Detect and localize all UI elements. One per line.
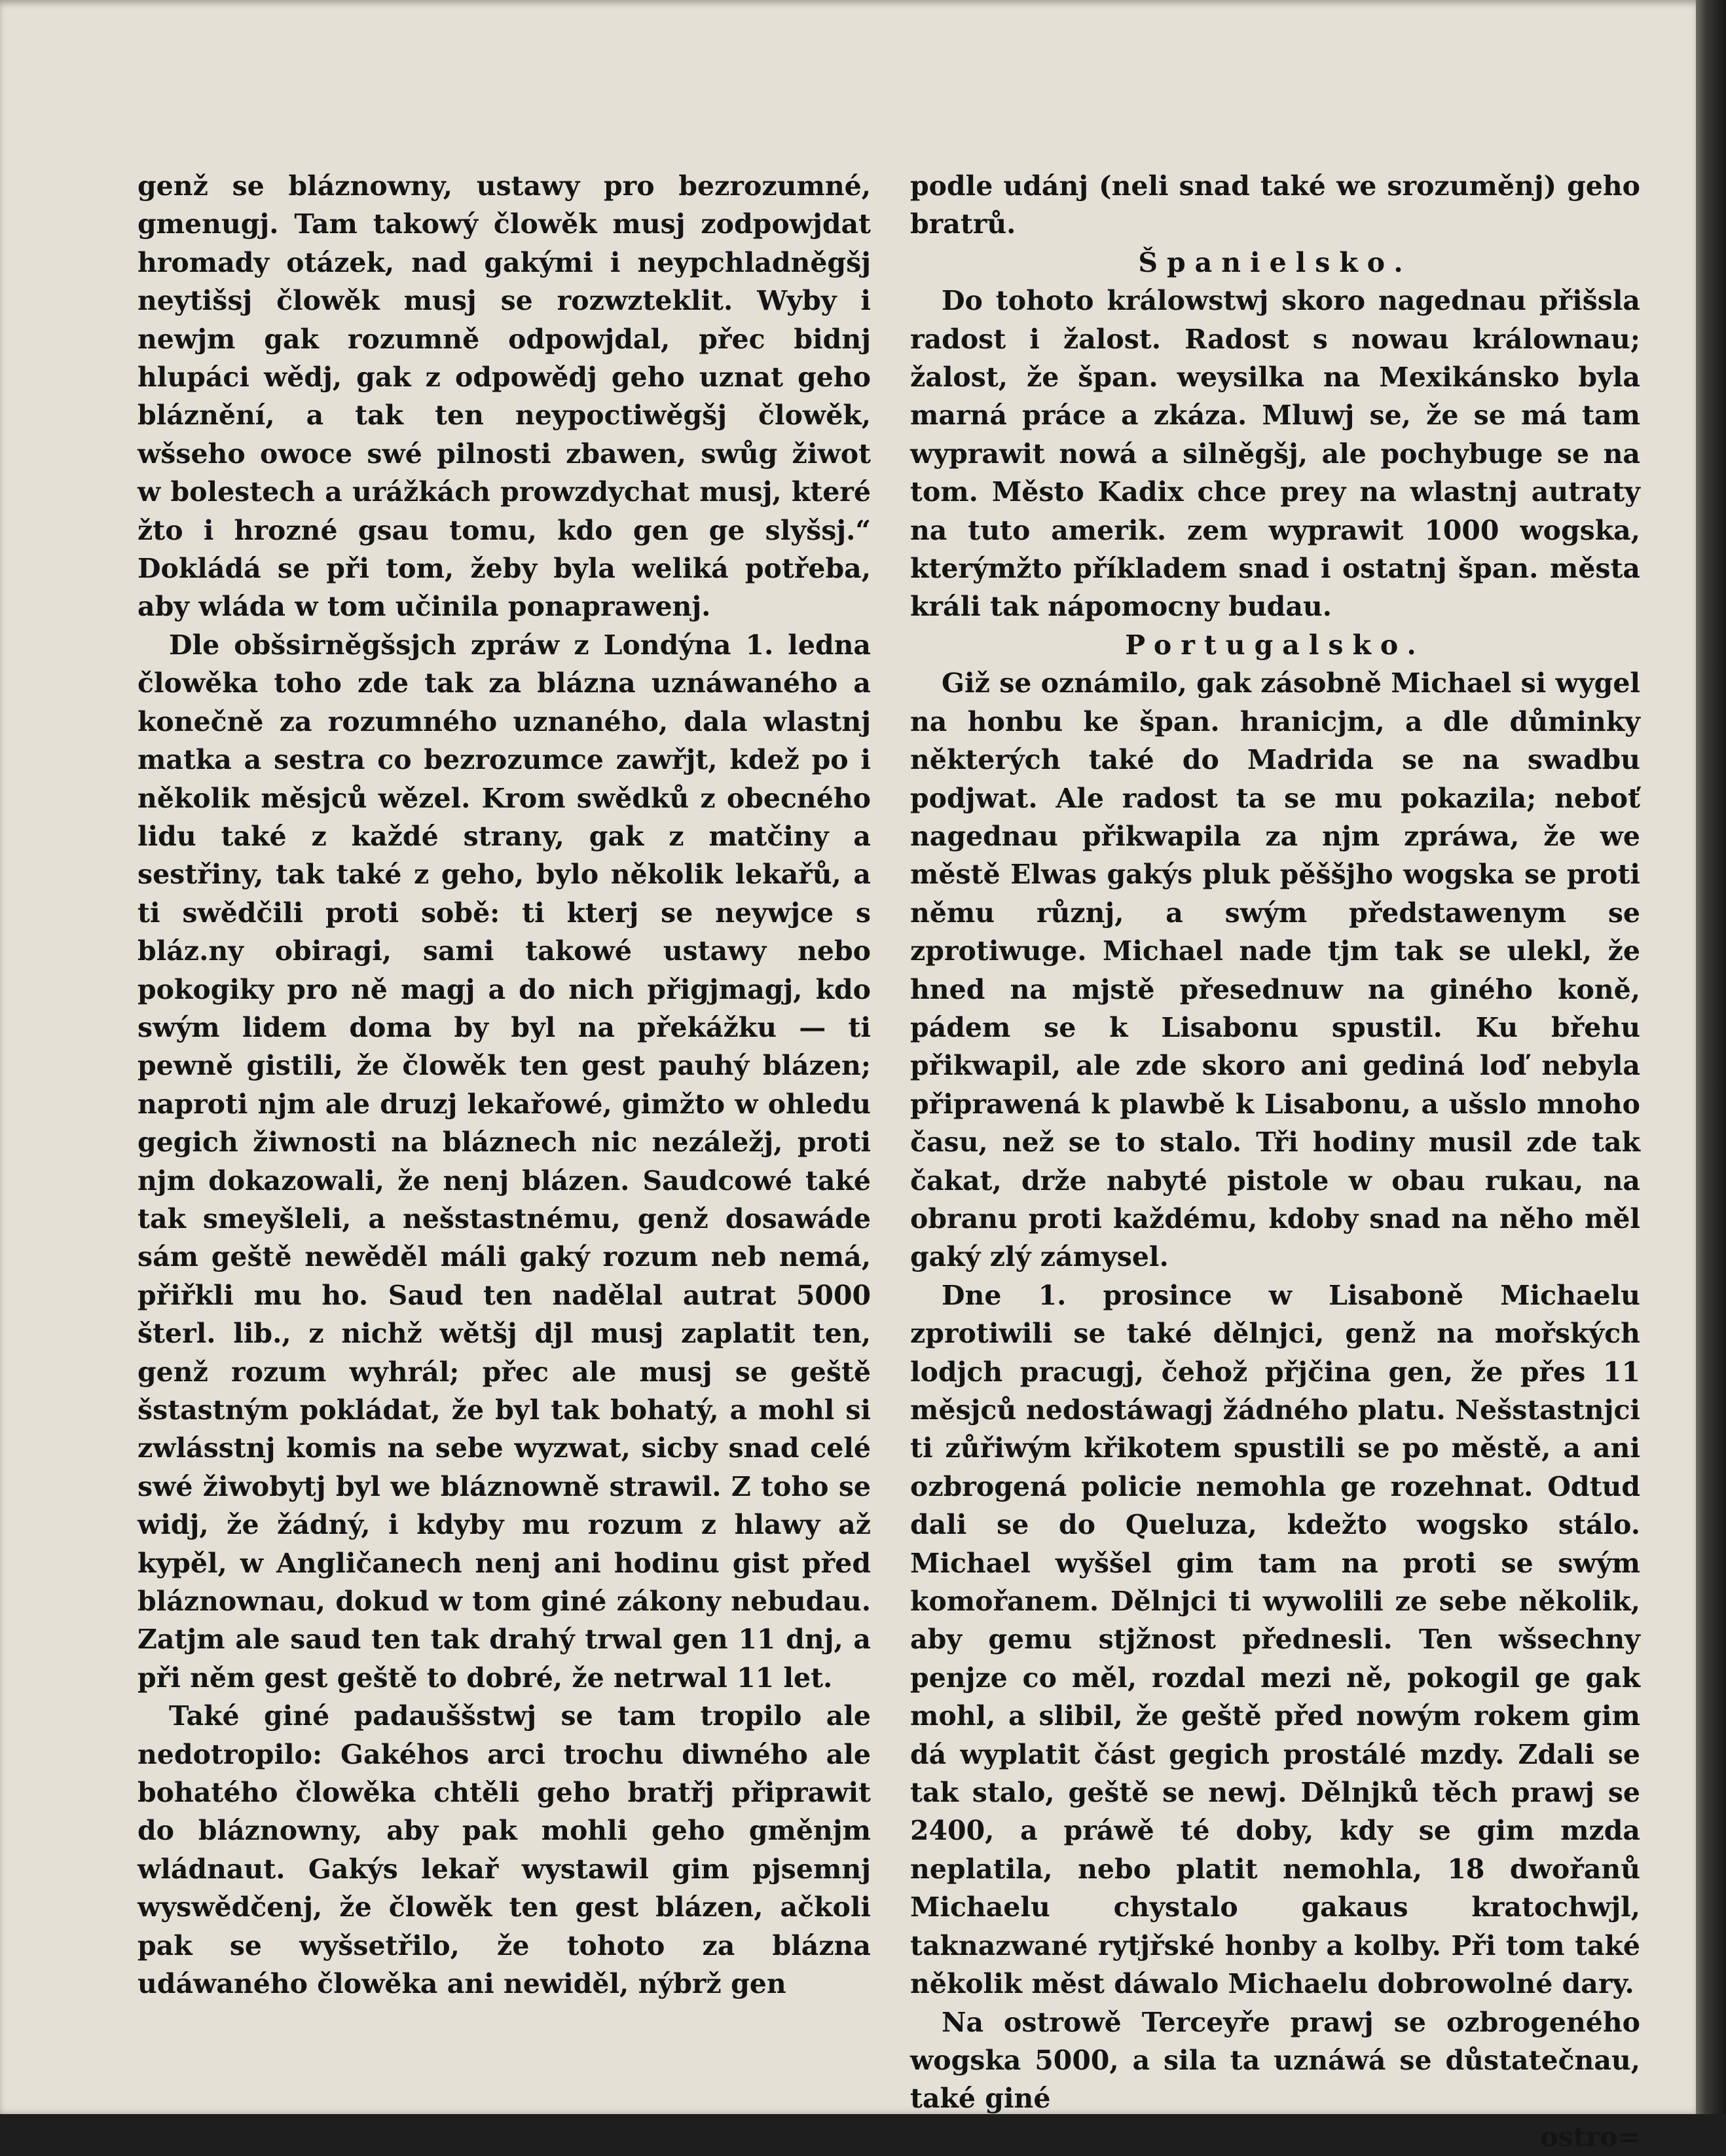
article-paragraph: Na ostrowě Terceyře prawj se ozbrogeného wogska 5000, a sila ta uznáwá se důstatečnau, také giné: [910, 2006, 1640, 2115]
article-paragraph: Také giné padauššstwj se tam tropilo ale nedotropilo: Gakéhos arci trochu diwného ale bohatého člowěka chtěli geho bratřj připrawit do bláznowny, aby pak mohli geho gměnjm wládnaut. Gakýs lekař wystawil gim pjsemnj wyswědčenj, že člowěk ten gest blázen, ačkoli pak se wyšsetřilo, že tohoto za blázna udáwaného člowěka ani newiděl, nýbrž gen: [138, 1700, 871, 2000]
left-column: [138, 167, 871, 2003]
page-edge-shadow: [1696, 0, 1726, 2114]
section-heading-spain: Španielsko.: [1138, 246, 1412, 278]
article-paragraph: Dne 1. prosince w Lisaboně Michaelu zprotiwili se také dělnjci, genž na mořských lodjch pracugj, čehož přjčina gen, že přes 11 měsjců nedostáwagj žádného platu. Nešstastnjci ti zůřiwým křikotem spustili se po městě, a ani ozbrogená policie nemohla ge rozehnat. Odtud dali se do Queluza, kdežto wogsko stálo. Michael wyššel gim tam na proti se swým komořanem. Dělnjci ti wywolili ze sebe několik, aby gemu stjžnost přednesli. Ten wšsechny penjze co měl, rozdal mezi ně, pokogil ge gak mohl, a slibil, že geště před nowým rokem gim dá wyplatit část gegich prostálé mzdy. Zdali se tak stalo, geště se newj. Dělnjků těch prawj se 2400, a práwě té doby, kdy se gim mzda neplatila, nebo platit nemohla, 18 dwořanů Michaelu chystalo gakaus kratochwjl, taknazwané rytjřské honby a kolby. Při tom také několik měst dáwalo Michaelu dobrowolné dary.: [910, 1279, 1640, 2000]
article-paragraph: podle udánj (neli snad také we srozuměnj) geho bratrů.: [910, 170, 1640, 240]
article-paragraph: Giž se oznámilo, gak zásobně Michael si wygel na honbu ke špan. hranicjm, a dle důminky některých také do Madrida se na swadbu podjwat. Ale radost ta se mu pokazila; neboť nagednau přikwapila za njm zpráwa, že we městě Elwas gakýs pluk pěššjho wogska se proti němu různj, a swým předstawenym se zprotiwuge. Michael nade tjm tak se ulekl, že hned na mjstě přesednuw na giného koně, pádem se k Lisabonu spustil. Ku břehu přikwapil, ale zde skoro ani gediná loď nebyla připrawená k plawbě k Lisabonu, a ušslo mnoho času, než se to stalo. Tři hodiny musil zde tak čakat, drže nabyté pistole w obau rukau, na obranu proti každému, kdoby snad na něho měl gaký zlý zámysel.: [910, 667, 1640, 1273]
right-column: [910, 167, 1640, 2156]
section-heading-portugal: Portugalsko.: [1125, 629, 1425, 661]
catchword: ostro=: [1540, 2121, 1640, 2153]
article-paragraph: Dle obšsirněgšsjch zpráw z Londýna 1. ledna člowěka toho zde tak za blázna uznáwaného a konečně za rozumného uznaného, dala wlastnj matka a sestra co bezrozumce zawřjt, kdež po i několik měsjců wězel. Krom swědků z obecného lidu také z každé strany, gak z matčiny a sestřiny, tak také z geho, bylo několik lekařů, a ti swědčili proti sobě: ti kterj se neywjce s bláz.ny obiragi, sami takowé ustawy nebo pokogiky pro ně magj a do nich přigjmagj, kdo swým lidem doma by byl na překážku — ti pewně gistili, že člowěk ten gest pauhý blázen; naproti njm ale druzj lekařowé, gimžto w ohledu gegich žiwnosti na bláznech nic nezáležj, proti njm dokazowali, že nenj blázen. Saudcowé také tak smeyšleli, a nešstastnému, genž dosawáde sám geště newěděl máli gaký rozum neb nemá, přiřkli mu ho. Saud ten nadělal autrat 5000 šterl. lib., z nichž wětšj djl musj zaplatit ten, genž rozum wyhrál; přec ale musj se geště šstastným pokládat, že byl tak bohatý, a mohl si zwlásstnj komis na sebe wyzwat, sicby snad celé swé žiwobytj byl we bláznowně strawil. Z toho se widj, že žádný, i kdyby mu rozum z hlawy až kypěl, w Angličanech nenj ani hodinu gist před bláznownau, dokud w tom giné zákony nebudau. Zatjm ale saud ten tak drahý trwal gen 11 dnj, a při něm gest geště to dobré, že netrwal 11 let.: [138, 629, 871, 1694]
article-paragraph: Do tohoto králowstwj skoro nagednau přišsla radost i žalost. Radost s nowau králownau; žalost, že špan. weysilka na Mexikánsko byla marná práce a zkáza. Mluwj se, že se má tam wyprawit nowá a silněgšj, ale pochybuge se na tom. Město Kadix chce prey na wlastnj autraty na tuto amerik. zem wyprawit 1000 wogska, kterýmžto příkladem snad i ostatnj špan. města králi tak nápomocny budau.: [910, 285, 1640, 623]
article-paragraph: genž se bláznowny, ustawy pro bezrozumné, gmenugj. Tam takowý člowěk musj zodpowjdat hromady otázek, nad gakými i neypchladněgšj neytišsj člowěk musj se rozwzteklit. Wyby i newjm gak rozumně odpowjdal, přec bidnj hlupáci wědj, gak z odpowědj geho uznat geho bláznění, a tak ten neypoctiwěgšj člowěk, wšseho owoce swé pilnosti zbawen, swůg žiwot w bolestech a urážkách prowzdychat musj, které žto i hrozné gsau tomu, kdo gen ge slyšsj.“ Dokládá se při tom, žeby byla weliká potřeba, aby wláda w tom učinila ponaprawenj.: [138, 170, 871, 623]
